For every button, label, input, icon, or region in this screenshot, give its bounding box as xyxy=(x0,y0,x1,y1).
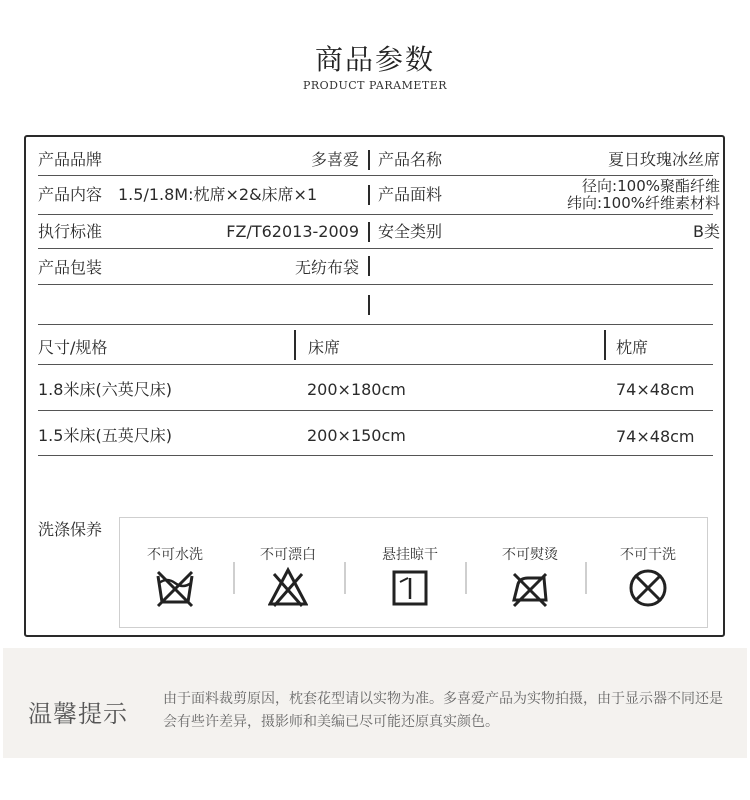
size-header: 尺寸/规格 xyxy=(38,338,108,357)
row-divider xyxy=(38,324,713,325)
wash-care-title: 洗涤保养 xyxy=(38,520,103,539)
wash-item-label: 悬挂晾干 xyxy=(382,547,438,563)
column-divider xyxy=(368,150,370,170)
fabric-label: 产品面料 xyxy=(378,185,443,204)
package-value: 无纺布袋 xyxy=(294,258,359,277)
wash-item xyxy=(598,518,698,627)
wash-item-label: 不可漂白 xyxy=(260,547,316,563)
column-divider xyxy=(368,185,370,205)
size-row-2-spec: 1.5米床(五英尺床) xyxy=(38,426,172,445)
column-divider xyxy=(604,330,606,360)
wash-item xyxy=(360,518,460,627)
row-divider xyxy=(38,248,713,249)
wash-divider xyxy=(233,562,235,594)
wash-item xyxy=(125,518,225,627)
brand-label: 产品品牌 xyxy=(38,150,103,169)
no-iron-icon xyxy=(510,566,550,608)
pillow-mat-header: 枕席 xyxy=(616,338,649,357)
brand-value: 多喜爱 xyxy=(310,150,359,169)
size-row-2-pillow: 74×48cm xyxy=(616,427,695,446)
row-divider xyxy=(38,175,713,176)
hang-dry-icon xyxy=(390,566,430,608)
wash-item-label: 不可熨烫 xyxy=(502,547,558,563)
name-value: 夏日玫瑰冰丝席 xyxy=(607,150,720,169)
page-subtitle: PRODUCT PARAMETER xyxy=(302,79,448,92)
row-divider xyxy=(38,410,713,411)
safety-label: 安全类别 xyxy=(378,222,443,241)
no-bleach-icon xyxy=(268,566,308,608)
bed-mat-header: 床席 xyxy=(308,338,341,357)
size-row-2-bed: 200×150cm xyxy=(307,426,406,445)
standard-value: FZ/T62013-2009 xyxy=(226,222,359,241)
row-divider xyxy=(38,284,713,285)
wash-care-box xyxy=(119,517,708,628)
wash-item-label: 不可水洗 xyxy=(147,547,203,563)
content-label: 产品内容 xyxy=(38,185,103,204)
safety-value: B类 xyxy=(693,222,720,241)
column-divider xyxy=(368,256,370,276)
wash-item xyxy=(480,518,580,627)
row-divider xyxy=(38,455,713,456)
package-label: 产品包装 xyxy=(38,258,103,277)
tip-section xyxy=(3,648,747,758)
tip-title: 温馨提示 xyxy=(28,700,128,728)
wash-divider xyxy=(465,562,467,594)
wash-divider xyxy=(585,562,587,594)
name-label: 产品名称 xyxy=(378,150,443,169)
no-dry-clean-icon xyxy=(628,566,668,608)
row-divider xyxy=(38,364,713,365)
column-divider xyxy=(368,222,370,242)
size-row-1-bed: 200×180cm xyxy=(307,380,406,399)
fabric-value-warp: 径向:100%聚酯纤维 xyxy=(582,177,720,195)
row-divider xyxy=(38,214,713,215)
wash-item xyxy=(238,518,338,627)
fabric-value-weft: 纬向:100%纤维素材料 xyxy=(567,194,720,212)
page-title: 商品参数 xyxy=(314,43,435,76)
tip-text: 由于面料裁剪原因，枕套花型请以实物为准。多喜爱产品为实物拍摄，由于显示器不同还是会有些许差异，摄影师和美编已尽可能还原真实颜色。 xyxy=(163,691,723,730)
parameter-panel xyxy=(24,135,725,637)
column-divider xyxy=(294,330,296,360)
standard-label: 执行标准 xyxy=(38,222,103,241)
size-row-1-spec: 1.8米床(六英尺床) xyxy=(38,380,172,399)
size-row-1-pillow: 74×48cm xyxy=(616,380,695,399)
column-divider xyxy=(368,295,370,315)
no-wash-icon xyxy=(155,566,195,608)
wash-item-label: 不可干洗 xyxy=(620,547,676,563)
wash-divider xyxy=(344,562,346,594)
content-value: 1.5/1.8M:枕席×2&床席×1 xyxy=(118,185,318,204)
